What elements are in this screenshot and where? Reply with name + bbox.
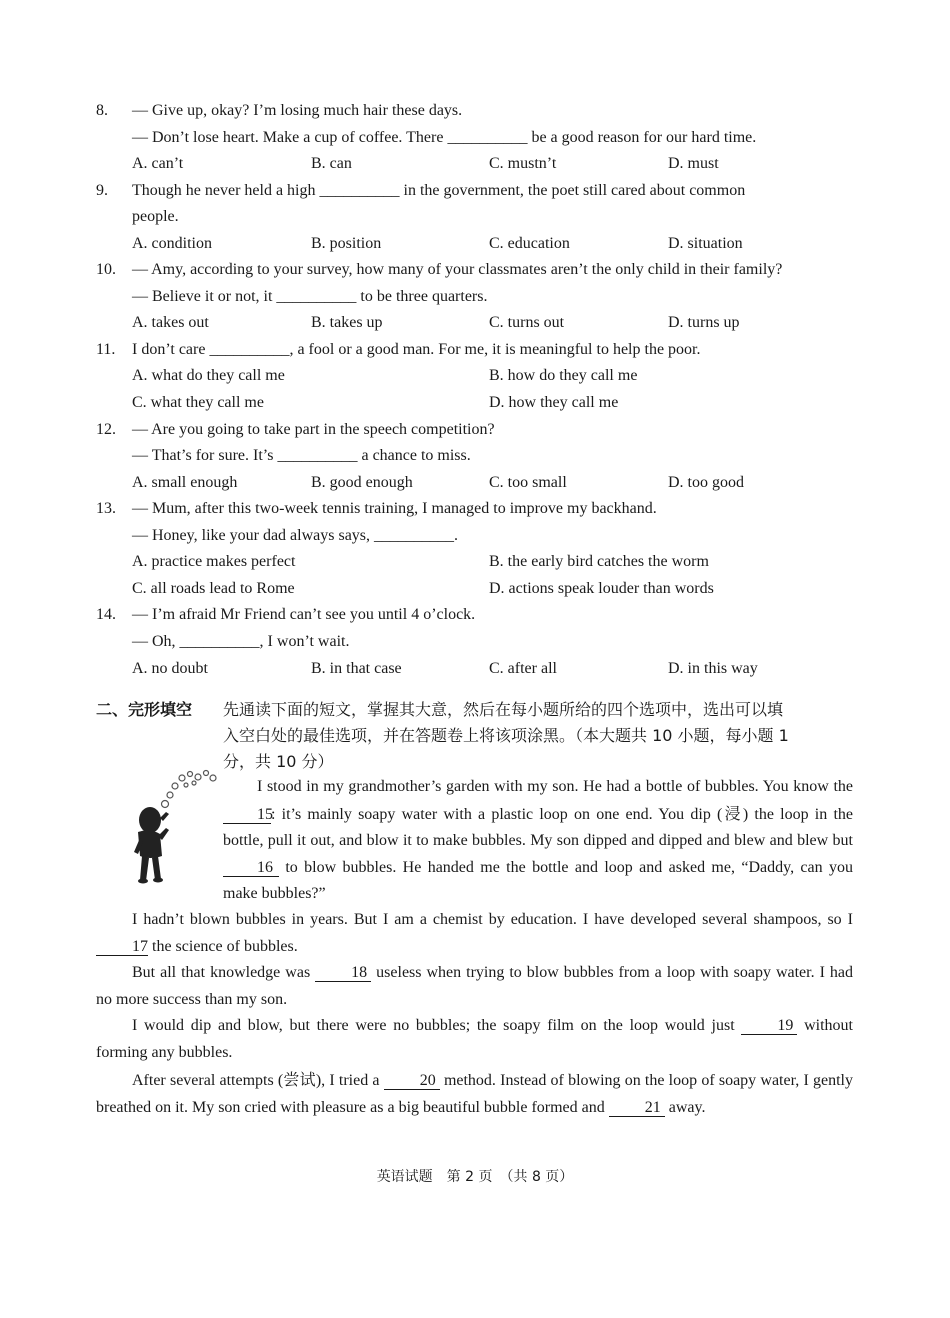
option-b: B. how do they call me bbox=[489, 367, 638, 384]
passage-paragraph-4: I would dip and blow, but there were no bubbles; the soapy film on the loop would just 19 without forming any bubbles. bbox=[96, 1017, 853, 1061]
blank-15[interactable]: 15 bbox=[223, 806, 271, 824]
option-b: B. takes up bbox=[311, 314, 383, 331]
blank-17[interactable]: 17 bbox=[96, 938, 148, 956]
section-instruction: 入空白处的最佳选项，并在答题卷上将该项涂黑。（本大题共 10 小题，每小题 1 bbox=[223, 726, 789, 745]
option-b: B. good enough bbox=[311, 474, 413, 491]
option-b: B. can bbox=[311, 155, 352, 172]
passage-paragraph-3: But all that knowledge was 18 useless when trying to blow bubbles from a loop with soapy water. I had no more success than my son. bbox=[96, 964, 854, 1008]
option-a: A. no doubt bbox=[132, 660, 208, 677]
question-number: 13. bbox=[96, 500, 116, 517]
blank-21[interactable]: 21 bbox=[609, 1099, 665, 1117]
passage-paragraph-1: I stood in my grandmother’s garden with my son. He had a bottle of bubbles. You know the 15: it’s mainly soapy water with a plastic loop on one end. You dip (浸) the loop in the bottle, pull it out, and blow it to make bubbles. My son dipped and dipped and blew and blew but 16 to blow bubbles. He handed me the bottle and loop and asked me, “Daddy, can you make bubbles?” bbox=[223, 778, 853, 903]
passage-paragraph-2: I hadn’t blown bubbles in years. But I am a chemist by education. I have developed several shampoos, so I 17 the science of bubbles. bbox=[96, 907, 853, 960]
option-c: C. what they call me bbox=[132, 394, 264, 411]
question-line: — Amy, according to your survey, how many of your classmates aren’t the only child in their family? bbox=[132, 261, 783, 278]
option-b: B. the early bird catches the worm bbox=[489, 553, 709, 570]
question-line: — Are you going to take part in the speech competition? bbox=[132, 421, 495, 438]
passage-paragraph-5: After several attempts (尝试), I tried a 20 method. Instead of blowing on the loop of soapy water, I gently breathed on it. My son cried with pleasure as a big beautiful bubble formed and 21 away. bbox=[96, 1070, 853, 1116]
question-line: — Believe it or not, it __________ to be three quarters. bbox=[132, 288, 488, 305]
question-line: — Oh, __________, I won’t wait. bbox=[132, 633, 350, 650]
blank-18[interactable]: 18 bbox=[315, 964, 371, 982]
question-number: 10. bbox=[96, 261, 116, 278]
question-line: — Give up, okay? I’m losing much hair these days. bbox=[132, 102, 463, 119]
option-d: D. in this way bbox=[668, 660, 758, 677]
section-title: 二、完形填空 bbox=[96, 700, 193, 719]
option-b: B. position bbox=[311, 235, 382, 252]
option-d: D. turns up bbox=[668, 314, 740, 331]
blank-20[interactable]: 20 bbox=[384, 1072, 440, 1090]
option-d: D. situation bbox=[668, 235, 743, 252]
section-instruction: 分，共 10 分） bbox=[223, 752, 334, 771]
blank-19[interactable]: 19 bbox=[741, 1017, 797, 1035]
question-line: — Mum, after this two-week tennis training, I managed to improve my backhand. bbox=[132, 500, 657, 517]
option-d: D. actions speak louder than words bbox=[489, 580, 714, 597]
option-b: B. in that case bbox=[311, 660, 402, 677]
option-d: D. how they call me bbox=[489, 394, 619, 411]
page-footer: 英语试题 第 2 页 （共 8 页） bbox=[376, 1169, 574, 1185]
option-a: A. practice makes perfect bbox=[132, 553, 296, 570]
question-number: 12. bbox=[96, 421, 116, 438]
option-a: A. takes out bbox=[132, 314, 209, 331]
option-a: A. small enough bbox=[132, 474, 238, 491]
option-c: C. all roads lead to Rome bbox=[132, 580, 295, 597]
question-line: people. bbox=[132, 208, 179, 225]
option-a: A. can’t bbox=[132, 155, 184, 172]
question-number: 8. bbox=[96, 102, 108, 119]
question-number: 9. bbox=[96, 182, 108, 199]
child-blowing-bubbles-illustration bbox=[128, 768, 220, 888]
option-c: C. mustn’t bbox=[489, 155, 557, 172]
option-c: C. after all bbox=[489, 660, 557, 677]
option-c: C. education bbox=[489, 235, 570, 252]
question-line: — Don’t lose heart. Make a cup of coffee. There __________ be a good reason for our hard time. bbox=[132, 129, 757, 146]
question-line: — That’s for sure. It’s __________ a chance to miss. bbox=[132, 447, 471, 464]
blank-16[interactable]: 16 bbox=[223, 859, 279, 877]
question-number: 11. bbox=[96, 341, 116, 358]
option-a: A. what do they call me bbox=[132, 367, 285, 384]
question-line: Though he never held a high __________ in the government, the poet still cared about common bbox=[132, 182, 746, 199]
question-number: 14. bbox=[96, 606, 116, 623]
option-c: C. too small bbox=[489, 474, 567, 491]
question-line: — Honey, like your dad always says, __________. bbox=[132, 527, 459, 544]
section-instruction: 先通读下面的短文，掌握其大意，然后在每小题所给的四个选项中，选出可以填 bbox=[223, 700, 784, 719]
option-c: C. turns out bbox=[489, 314, 565, 331]
question-line: I don’t care __________, a fool or a good man. For me, it is meaningful to help the poor. bbox=[132, 341, 701, 358]
question-line: — I’m afraid Mr Friend can’t see you until 4 o’clock. bbox=[132, 606, 476, 623]
option-d: D. too good bbox=[668, 474, 744, 491]
option-a: A. condition bbox=[132, 235, 212, 252]
option-d: D. must bbox=[668, 155, 719, 172]
